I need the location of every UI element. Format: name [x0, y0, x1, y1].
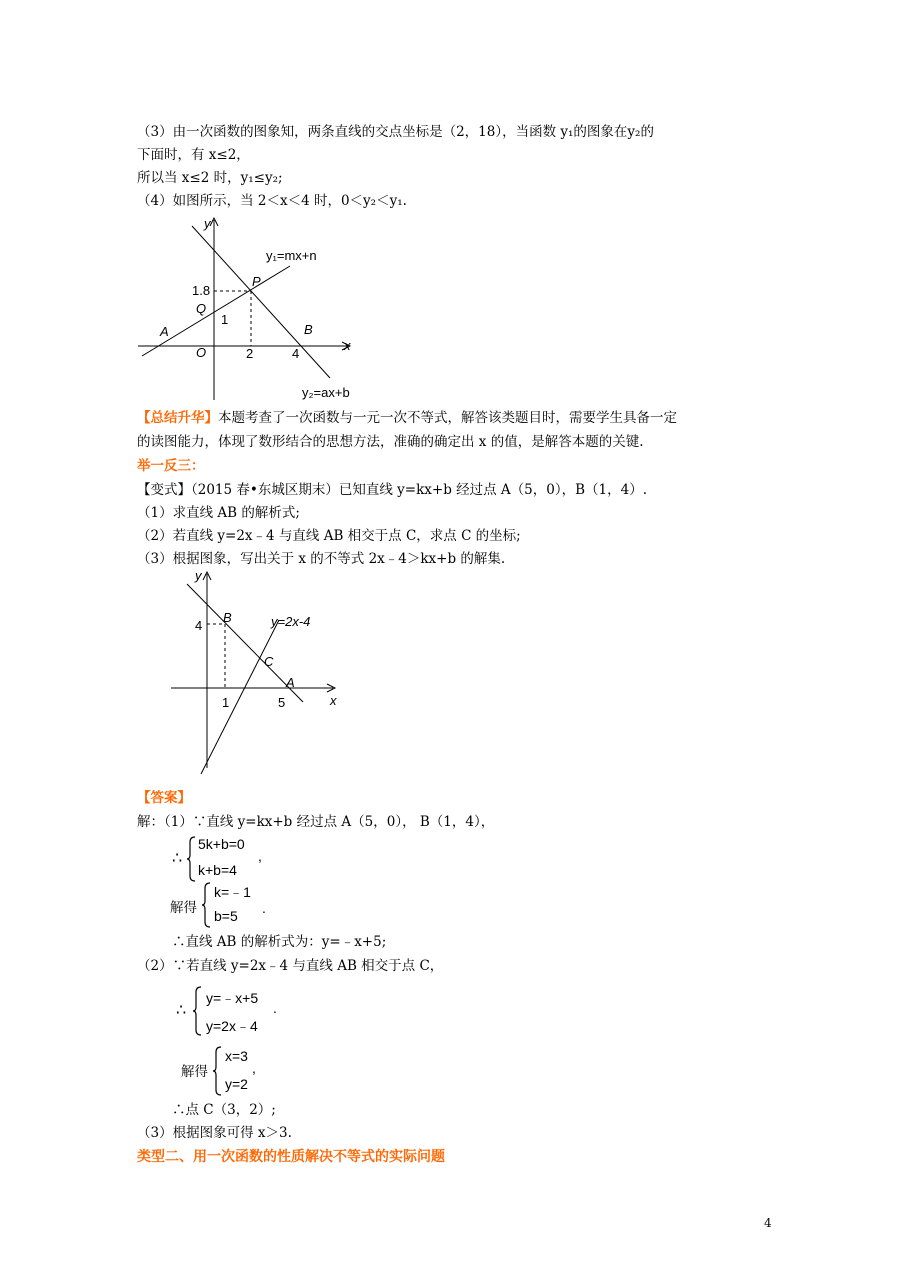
sys1-comma: ,: [258, 848, 262, 864]
answer-tag: 【答案】: [137, 790, 191, 806]
fig2-tick-1: 1: [222, 695, 230, 710]
fig1-label-y1: y₁=mx+n: [266, 248, 317, 263]
fig1-label-B: B: [304, 322, 313, 337]
sol2-comma: ,: [252, 1060, 256, 1076]
answer-point-c: ∴点 C（3，2）;: [172, 1102, 276, 1118]
fig2-label-x: x: [330, 693, 337, 708]
fig2-label-C: C: [264, 654, 274, 669]
fig1-tick-1: 1: [221, 312, 229, 327]
figure-1-graph: [130, 212, 370, 404]
sys2-period: .: [273, 1000, 277, 1016]
summary-line1: [137, 408, 677, 428]
sys2-eq-b: y=2x﹣4: [206, 1018, 258, 1034]
solution-2: [181, 1046, 281, 1096]
answer-ab: ∴直线 AB 的解析式为：y=﹣x+5;: [172, 934, 387, 950]
sol1-eq-b: b=5: [214, 908, 238, 924]
answer-line2: （2）∵若直线 y=2x﹣4 与直线 AB 相交于点 C，: [137, 958, 444, 974]
part3-line2: 下面时，有 x≤2，: [137, 147, 250, 163]
brace-icon: [213, 1046, 223, 1096]
fig1-label-O: O: [196, 345, 207, 360]
fig1-label-y2: y₂=ax+b: [302, 385, 350, 400]
sol1-period: .: [262, 900, 266, 916]
part4-line: （4）如图所示，当 2＜x＜4 时，0＜y₂＜y₁.: [137, 193, 407, 209]
sol2-eq-a: x=3: [225, 1048, 248, 1064]
part3-line1: （3）由一次函数的图象知，两条直线的交点坐标是（2，18），当函数 y₁的图象在y₂的: [137, 124, 654, 140]
part3-line3: 所以当 x≤2 时，y₁≤y₂;: [137, 170, 283, 186]
variant-line: 【变式】（2015 春•东城区期末）已知直线 y=kx+b 经过点 A（5，0），B（1，4）.: [137, 482, 647, 498]
summary-tag: 【总结升华】: [137, 410, 218, 426]
sol2-eq-b: y=2: [225, 1076, 248, 1092]
system-2: [176, 986, 306, 1036]
fig2-label-A: A: [286, 675, 295, 690]
fig2-label-B: B: [223, 610, 232, 625]
fig1-tick-2: 2: [246, 346, 254, 361]
solution-1: [170, 882, 290, 928]
sys1-eq-a: 5k+b=0: [198, 836, 245, 852]
summary-line2: 的读图能力，体现了数形结合的思想方法，准确的确定出 x 的值，是解答本题的关键.: [137, 434, 644, 450]
fig2-tick-4: 4: [195, 618, 203, 633]
question-3: （3）根据图象，写出关于 x 的不等式 2x﹣4＞kx+b 的解集.: [137, 551, 506, 567]
fig1-label-P: P: [252, 274, 261, 289]
fig1-label-Q: Q: [196, 301, 207, 316]
question-1: （1）求直线 AB 的解析式;: [137, 505, 300, 521]
therefore-symbol: ∴: [172, 850, 183, 867]
fig1-label-x: x: [344, 338, 351, 353]
brace-icon: [193, 986, 203, 1036]
fig1-tick-4: 4: [292, 346, 300, 361]
fig2-line-c: [201, 620, 279, 774]
fig1-line-y1: [142, 266, 290, 356]
brace-icon: [202, 882, 212, 928]
sys2-eq-a: y=﹣x+5: [206, 990, 259, 1006]
practice-heading: 举一反三：: [137, 458, 205, 474]
sys1-eq-b: k+b=4: [198, 862, 237, 878]
fig1-tick-18: 1.8: [192, 283, 211, 298]
fig1-label-y: y: [204, 216, 211, 231]
type2-heading: 类型二、用一次函数的性质解决不等式的实际问题: [137, 1149, 445, 1165]
solve-label-1: 解得: [170, 900, 197, 916]
brace-icon: [187, 836, 197, 882]
question-2: （2）若直线 y=2x﹣4 与直线 AB 相交于点 C，求点 C 的坐标;: [137, 528, 521, 544]
answer-line3: （3）根据图象可得 x＞3.: [137, 1125, 292, 1141]
solve-label-2: 解得: [181, 1064, 208, 1080]
sol1-eq-a: k=﹣1: [214, 884, 251, 900]
fig2-tick-5: 5: [278, 695, 286, 710]
system-1: [172, 836, 292, 882]
summary-text1: 本题考查了一次函数与一元一次不等式，解答该类题目时，需要学生具备一定: [218, 410, 677, 426]
therefore-symbol: ∴: [176, 1002, 187, 1019]
page-number: 4: [764, 1216, 772, 1230]
fig1-label-A: A: [160, 324, 169, 339]
answer-line1: 解：（1）∵直线 y=kx+b 经过点 A（5，0）， B（1，4），: [137, 814, 495, 830]
figure-2-graph: [165, 568, 345, 782]
fig2-label-line: y=2x-4: [271, 614, 311, 629]
fig2-label-y: y: [195, 568, 202, 583]
